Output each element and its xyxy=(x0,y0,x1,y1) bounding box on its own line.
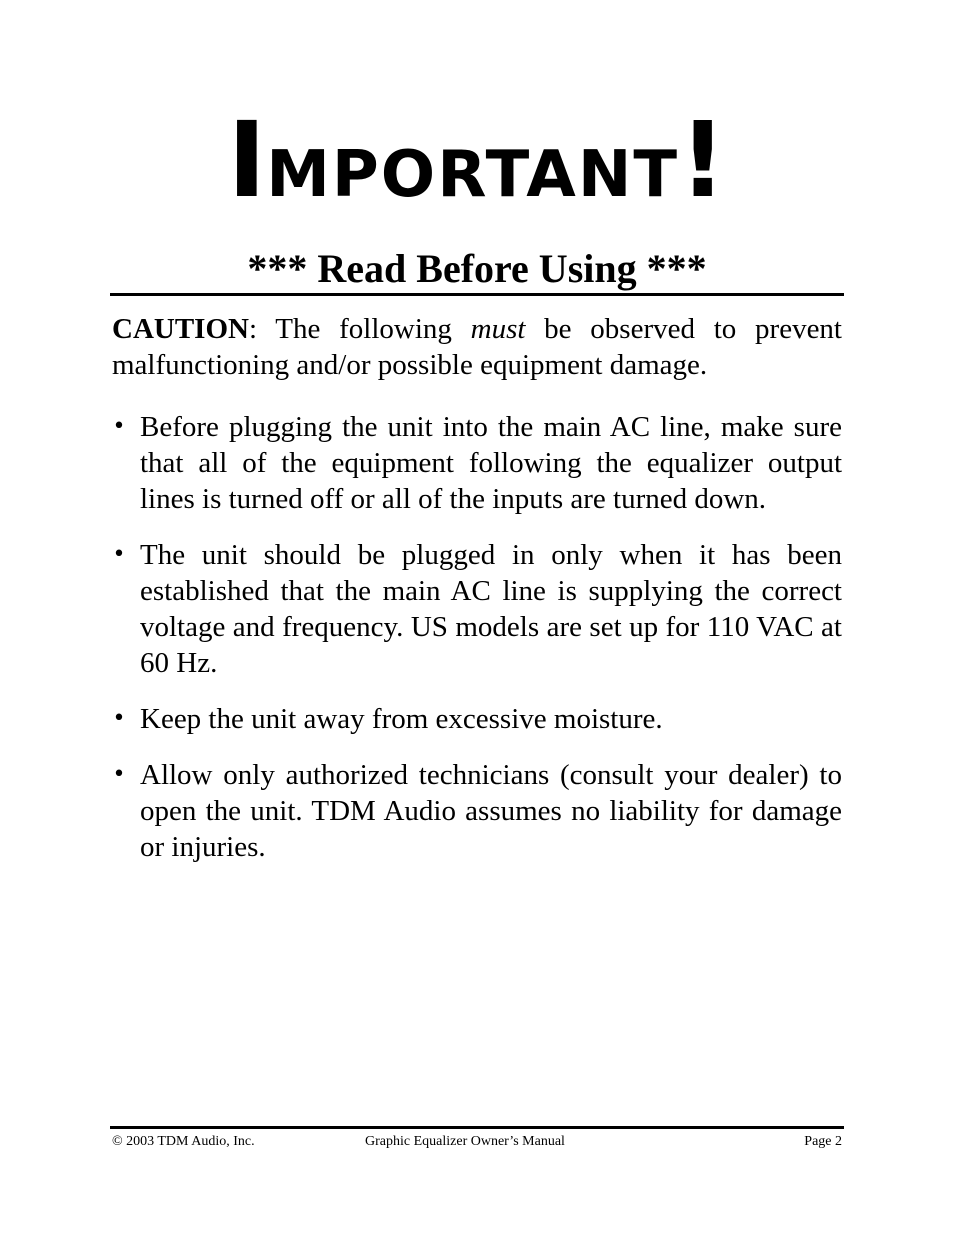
bullet-icon: • xyxy=(112,762,126,787)
list-item-text: The unit should be plugged in only when it has been established that the main AC line is supplying the correct voltage and frequency. US models are set up for 110 VAC at 60 Hz. xyxy=(140,539,842,679)
footer-copyright: © 2003 TDM Audio, Inc. xyxy=(112,1134,255,1149)
caution-text-after: be observed to prevent malfunctioning and/or possible equipment damage. xyxy=(112,313,842,381)
caution-colon: : xyxy=(248,313,276,345)
list-item-text: Allow only authorized technicians (consult your dealer) to open the unit. TDM Audio assumes no liability for damage or injuries. xyxy=(140,759,842,863)
list-item-text: Before plugging the unit into the main AC line, make sure that all of the equipment following the equalizer output lines is turned off or all of the inputs are turned down. xyxy=(140,411,842,515)
list-item-text: Keep the unit away from excessive moisture. xyxy=(140,703,663,735)
list-item xyxy=(112,537,842,681)
list-item xyxy=(112,409,842,517)
caution-text-before: The following xyxy=(275,313,471,345)
list-item xyxy=(112,757,842,865)
footer-divider xyxy=(110,1126,844,1129)
bullet-icon: • xyxy=(112,414,126,439)
title-rest: MPORTANT xyxy=(266,138,680,212)
page-title xyxy=(0,99,954,221)
precautions-list xyxy=(112,409,842,885)
caution-emphasis: must xyxy=(470,313,526,345)
header-divider xyxy=(110,293,844,296)
list-item xyxy=(112,701,842,737)
title-exclamation: ! xyxy=(679,99,727,221)
title-first-letter: I xyxy=(227,99,267,221)
footer-manual-title: Graphic Equalizer Owner’s Manual xyxy=(365,1134,565,1149)
bullet-icon: • xyxy=(112,706,126,731)
bullet-icon: • xyxy=(112,542,126,567)
footer-page-number: Page 2 xyxy=(804,1134,842,1149)
caution-label: CAUTION xyxy=(112,313,249,345)
page-subtitle: *** Read Before Using *** xyxy=(247,246,707,291)
caution-paragraph xyxy=(112,311,842,383)
